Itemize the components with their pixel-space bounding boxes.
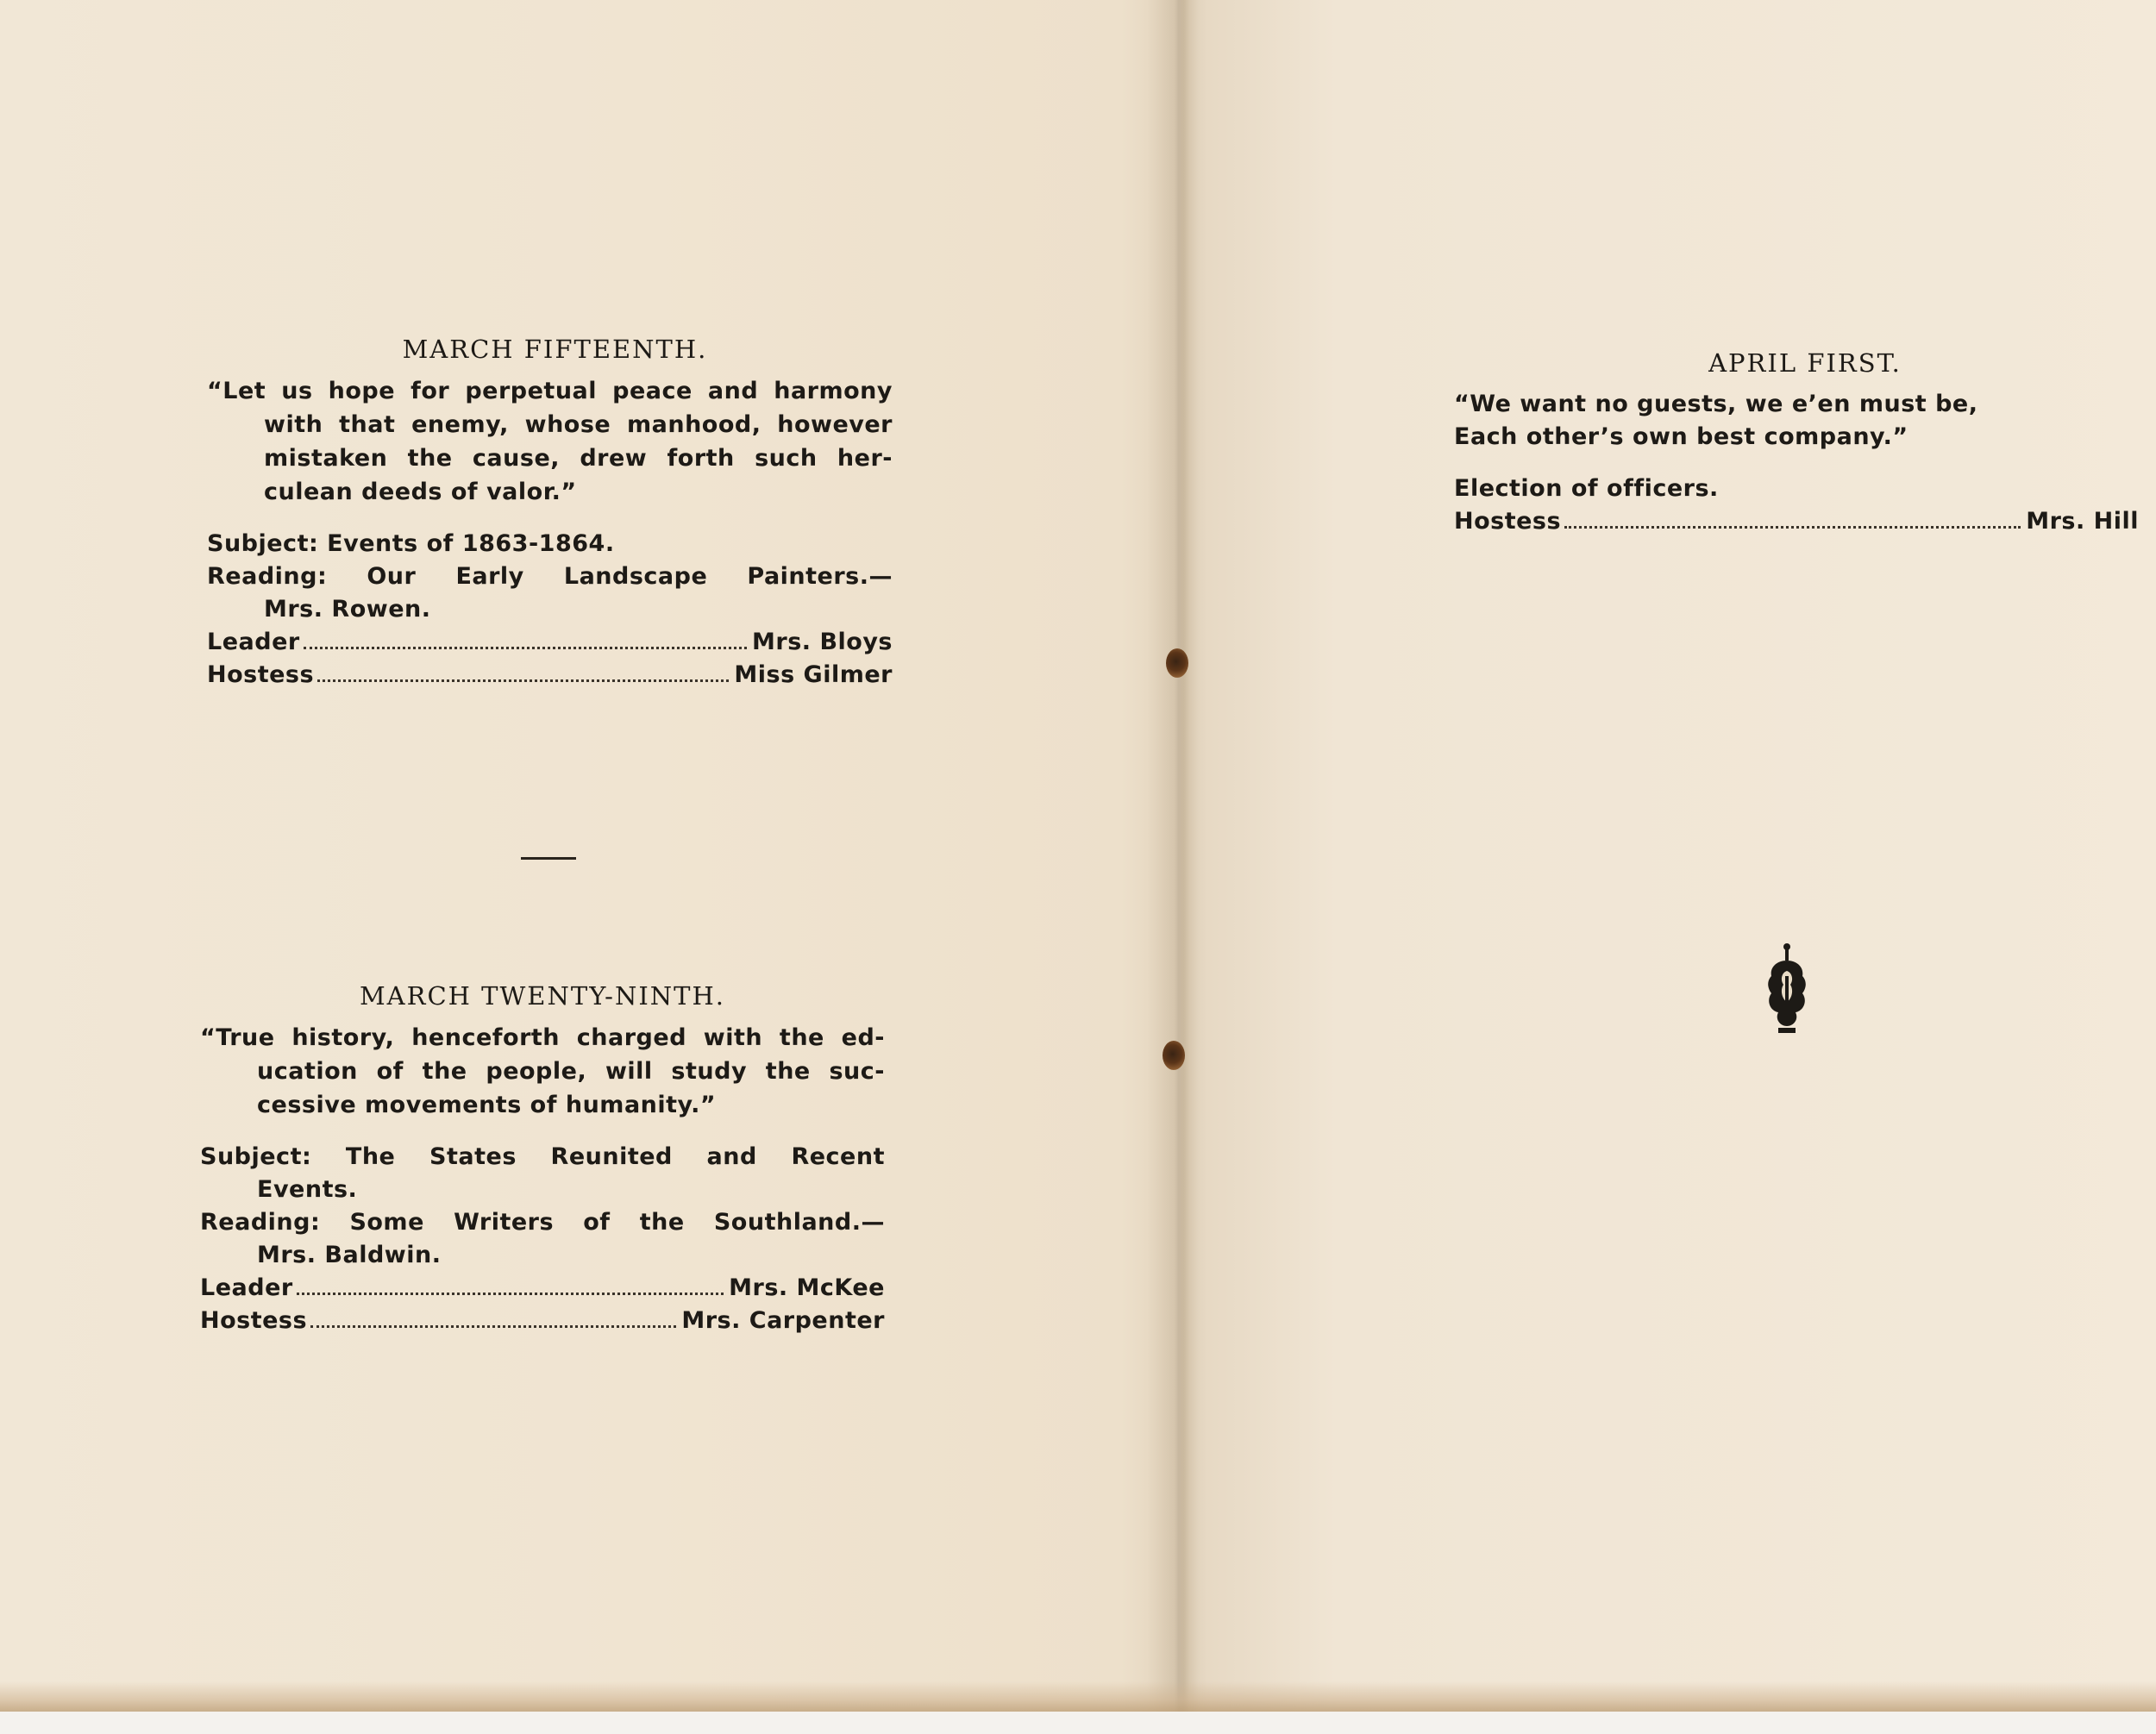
section-march-twenty-ninth	[200, 981, 885, 1337]
section-april-first	[1454, 348, 2139, 538]
quote-march-twenty-ninth: “True history, henceforth charged with the ed-ucation of the people, will study the suc-cessive movements of humanity.”	[200, 1024, 885, 1118]
reading-reader-march-twenty-ninth: Mrs. Baldwin.	[257, 1242, 442, 1268]
leader-label: Leader	[200, 1274, 293, 1301]
section-divider-rule	[521, 857, 576, 860]
leader-row-march-fifteenth	[207, 626, 893, 659]
subject-march-twenty-ninth: Subject: The States Reunited and Recent	[200, 1143, 885, 1170]
heading-april-first: APRIL FIRST.	[1708, 348, 1902, 378]
hostess-label: Hostess	[200, 1307, 308, 1334]
leader-row-march-twenty-ninth	[200, 1272, 885, 1305]
quote-april-first-line2: Each other’s own best company.”	[1454, 423, 1908, 450]
election-april-first: Election of officers.	[1454, 475, 1719, 502]
quote-march-fifteenth: “Let us hope for perpetual peace and harmony with that enemy, whose manhood, however mistaken the cause, drew forth such her-culean deeds of valor.”	[207, 378, 893, 505]
quote-april-first-line1: “We want no guests, we e’en must be,	[1454, 391, 1978, 417]
hostess-name: Mrs. Carpenter	[681, 1307, 885, 1334]
leader-name: Mrs. Bloys	[752, 629, 893, 655]
scan-bottom-edge	[0, 1681, 2156, 1712]
subject-march-fifteenth: Subject: Events of 1863-1864.	[207, 530, 615, 557]
leader-label: Leader	[207, 629, 300, 655]
reading-march-fifteenth: Reading: Our Early Landscape Painters.—	[207, 563, 893, 590]
dot-leader	[310, 1325, 676, 1328]
hostess-row-march-fifteenth	[207, 659, 893, 692]
heading-march-twenty-ninth: MARCH TWENTY-NINTH.	[359, 981, 726, 1011]
dot-leader	[304, 647, 747, 649]
hostess-row-march-twenty-ninth	[200, 1305, 885, 1337]
hostess-name: Miss Gilmer	[734, 661, 893, 688]
reading-march-twenty-ninth: Reading: Some Writers of the Southland.—	[200, 1209, 885, 1236]
dot-leader	[297, 1293, 724, 1295]
reading-reader-march-fifteenth: Mrs. Rowen.	[264, 596, 431, 623]
hostess-row-april-first	[1454, 505, 2139, 538]
hostess-name: Mrs. Hill	[2026, 508, 2139, 535]
right-page	[1177, 0, 2156, 1712]
heading-march-fifteenth: MARCH FIFTEENTH.	[402, 335, 708, 364]
fleuron-ornament-icon	[1761, 942, 1813, 1036]
section-march-fifteenth	[207, 335, 893, 692]
dot-leader	[1564, 526, 2021, 529]
dot-leader	[317, 679, 729, 682]
subject-continued-march-twenty-ninth: Events.	[257, 1176, 358, 1203]
hostess-label: Hostess	[1454, 508, 1562, 535]
hostess-label: Hostess	[207, 661, 315, 688]
leader-name: Mrs. McKee	[729, 1274, 885, 1301]
